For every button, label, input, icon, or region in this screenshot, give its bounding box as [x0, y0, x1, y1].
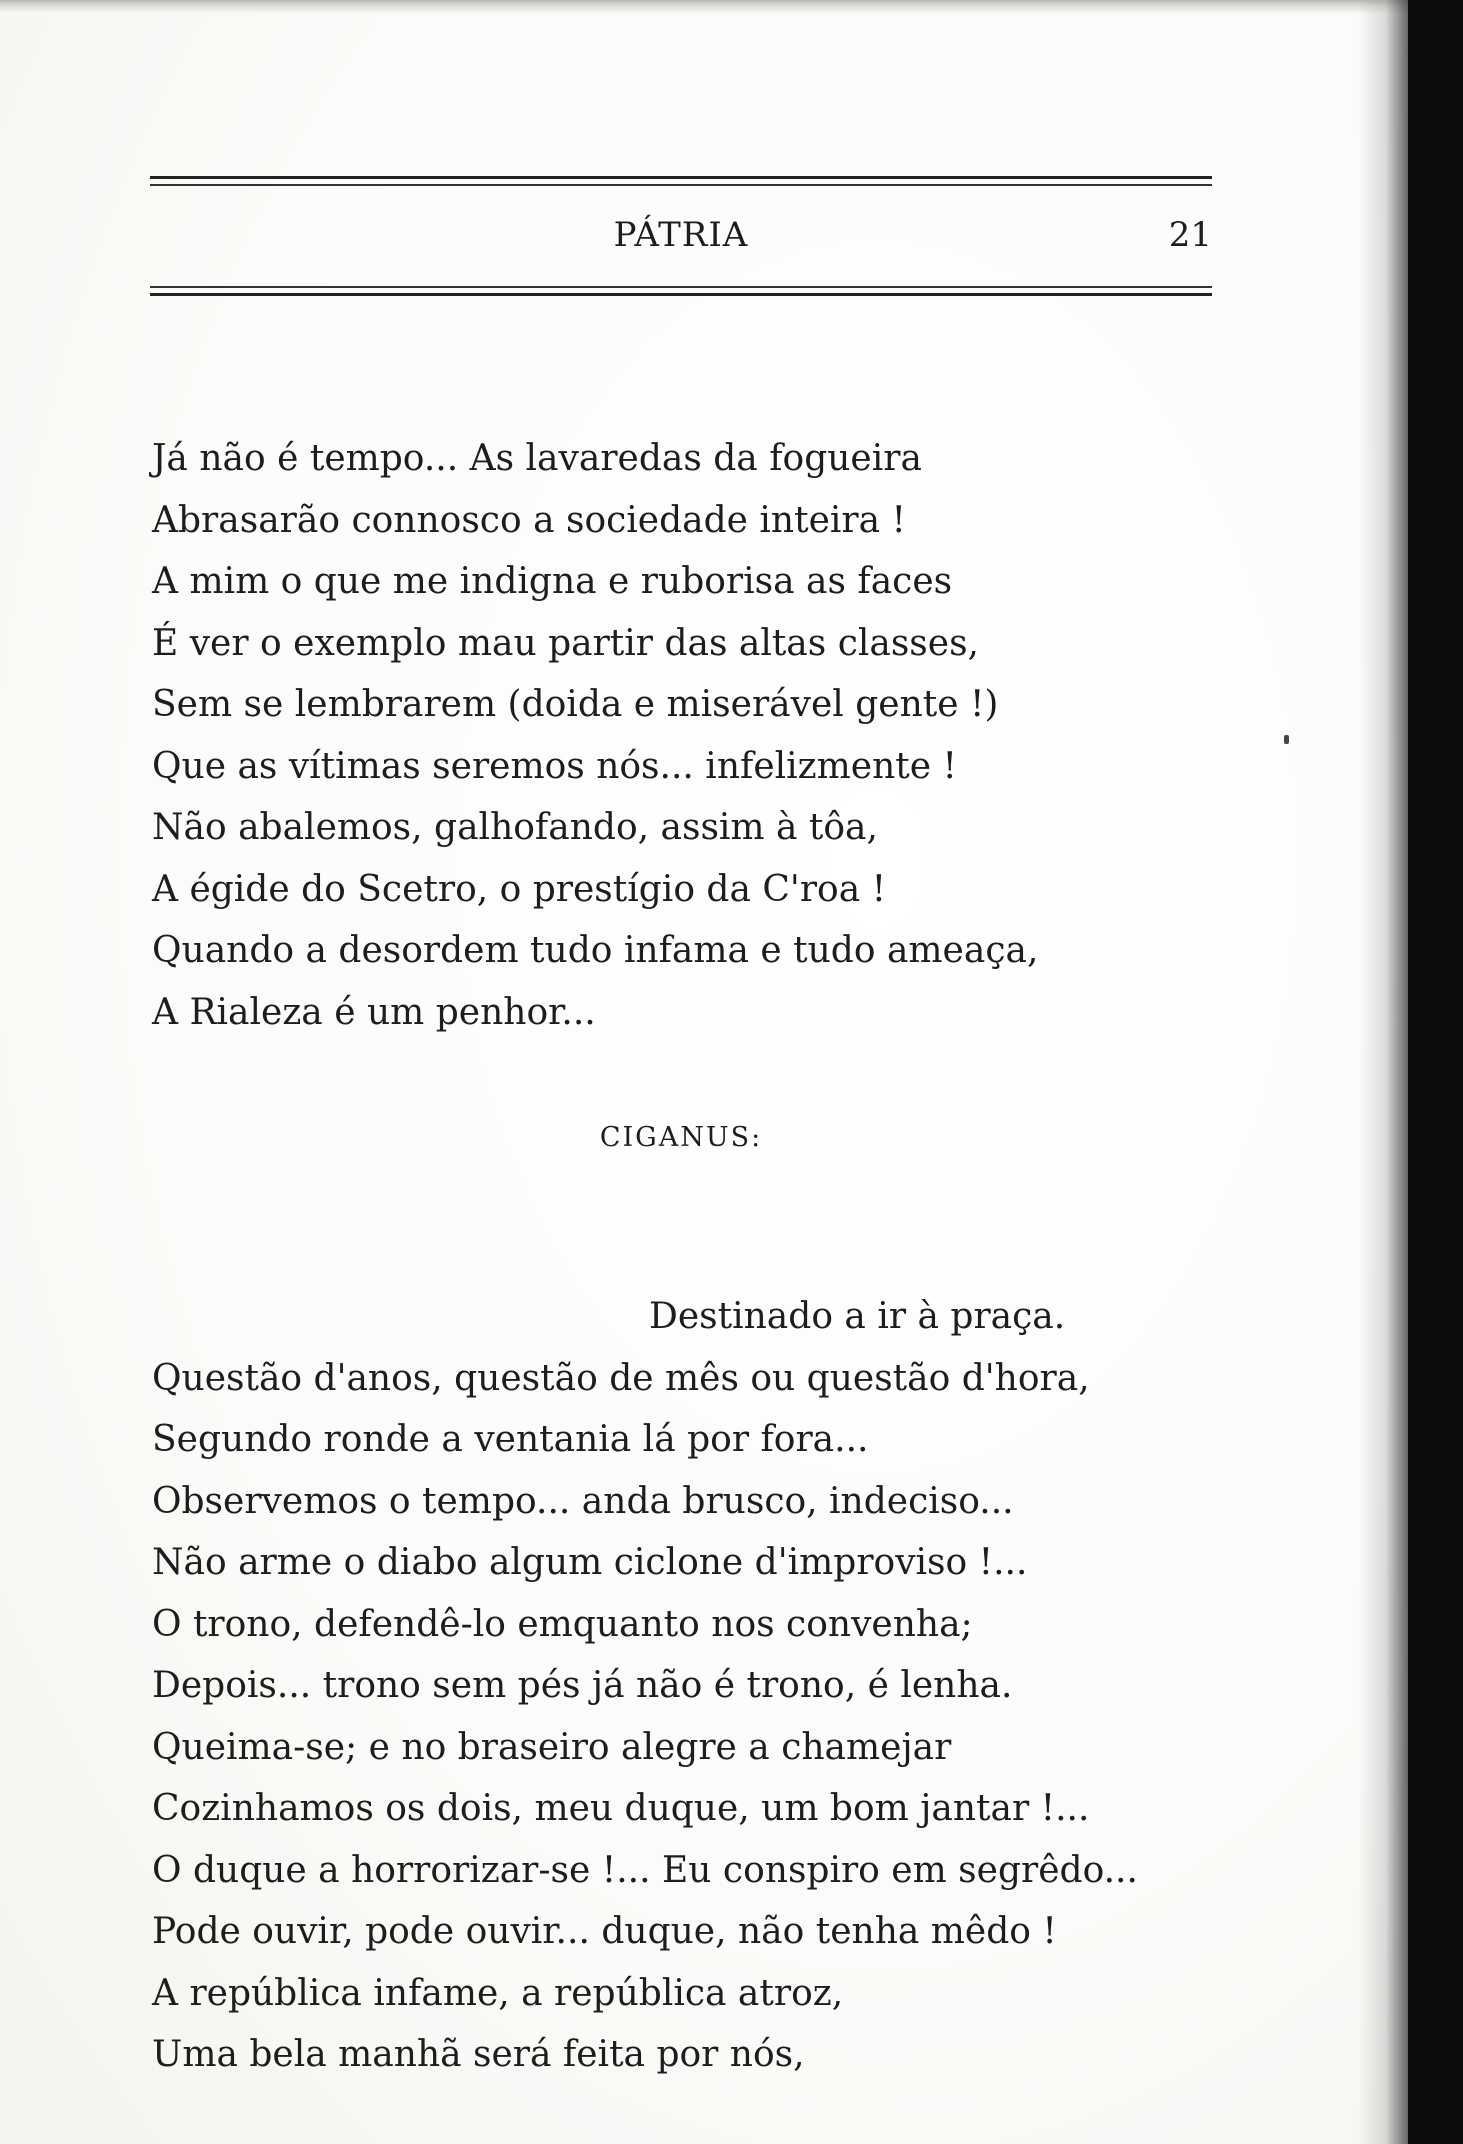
header-rule-thin: [150, 286, 1212, 288]
verse-line: Uma bela manhã será feita por nós,: [152, 2034, 805, 2075]
speaker-name: CIGANUS:: [599, 1122, 763, 1153]
verse-line: O trono, defendê-lo emquanto nos convenha;: [152, 1603, 973, 1645]
verse-line: Observemos o tempo... anda brusco, indeciso...: [152, 1480, 1014, 1522]
verse-line: A mim o que me indigna e ruborisa as faces: [152, 561, 953, 602]
running-title: PÁTRIA: [613, 215, 749, 255]
verse-line-indented: Destinado a ir à praça.: [649, 1296, 1066, 1337]
verse-line: Já não é tempo... As lavaredas da fogueira: [152, 438, 922, 479]
verse-line: O duque a horrorizar-se !... Eu conspiro em segrêdo...: [152, 1849, 1138, 1891]
verse-line: Segundo ronde a ventania lá por fora...: [152, 1419, 869, 1460]
page-number: 21: [1168, 215, 1212, 255]
page-top-edge: [0, 0, 1463, 14]
verse-line: Queima-se; e no braseiro alegre a chamejar: [152, 1726, 952, 1768]
verse-line: A república infame, a república atroz,: [152, 1972, 844, 2014]
verse-block-2: [152, 1286, 1182, 2086]
verse-line: Sem se lembrarem (doida e miserável gente !): [152, 684, 999, 725]
running-head: [150, 215, 1212, 265]
header-rule-top: [150, 176, 1212, 186]
verse-line: Cozinhamos os dois, meu duque, um bom jantar !...: [152, 1788, 1090, 1829]
verse-line: Pode ouvir, pode ouvir... duque, não tenha mêdo !: [152, 1911, 1057, 1952]
header-rule-thin: [150, 184, 1212, 186]
verse-line: Depois... trono sem pés já não é trono, é lenha.: [152, 1665, 1013, 1706]
verse-line: A Rialeza é um penhor...: [152, 991, 596, 1033]
book-spine-shadow: [1408, 0, 1463, 2144]
verse-line: Que as vítimas seremos nós... infelizmente !: [152, 745, 957, 787]
header-rule-bottom: [150, 286, 1212, 296]
ink-speck: [1284, 735, 1289, 744]
verse-line: Quando a desordem tudo infama e tudo ameaça,: [152, 930, 1039, 971]
verse-line: A égide do Scetro, o prestígio da C'roa !: [152, 868, 887, 910]
header-rule-thick: [150, 176, 1212, 179]
verse-line: É ver o exemplo mau partir das altas classes,: [152, 622, 979, 664]
verse-line: Questão d'anos, questão de mês ou questão d'hora,: [152, 1357, 1090, 1399]
verse-line: Não abalemos, galhofando, assim à tôa,: [152, 807, 878, 848]
verse-line: Abrasarão connosco a sociedade inteira !: [152, 499, 906, 541]
verse-block-1: [152, 428, 1182, 1043]
spine-gradient: [1358, 0, 1408, 2144]
header-rule-thick: [150, 293, 1212, 296]
verse-line: Não arme o diabo algum ciclone d'improviso !...: [152, 1542, 1028, 1583]
